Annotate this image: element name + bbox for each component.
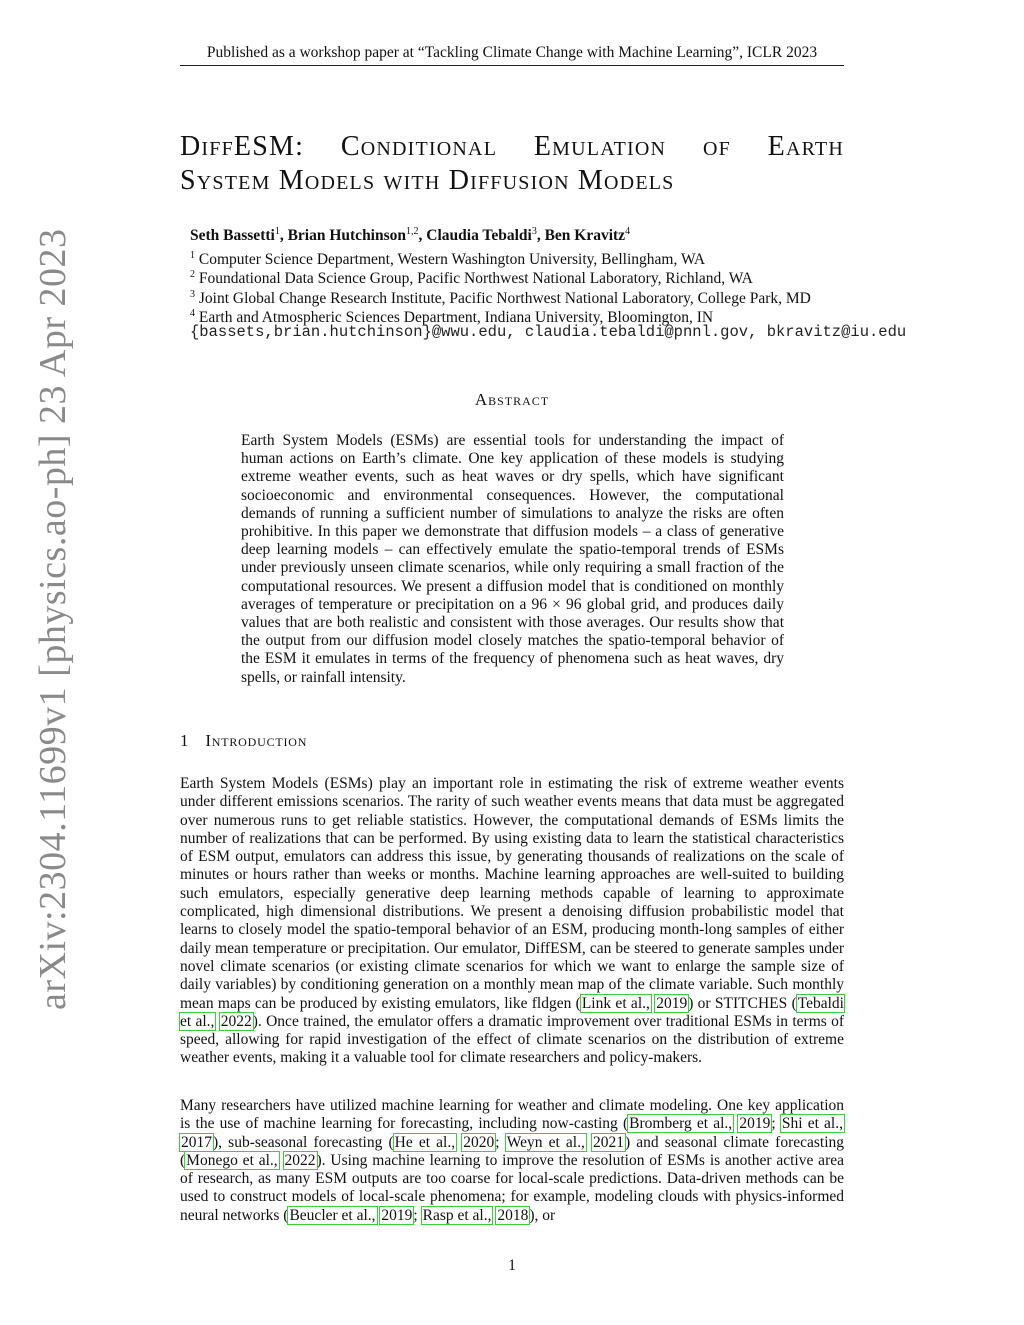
author-name: Brian Hutchinson: [287, 227, 407, 245]
paragraph-text: ), or: [529, 1206, 556, 1224]
author-affil-marker: 1,2: [406, 226, 419, 237]
citation-link[interactable]: 2022: [220, 1012, 252, 1030]
affiliation-text: Earth and Atmospheric Sciences Department, Indiana University, Bloomington, IN: [198, 309, 714, 327]
author-separator: ,: [279, 227, 288, 245]
citation-link[interactable]: He et al.,: [394, 1133, 456, 1151]
intro-paragraph-1: [180, 775, 844, 1068]
section-heading: [180, 731, 307, 751]
citation-link[interactable]: Link et al.,: [581, 994, 650, 1012]
title-line-1: [180, 130, 844, 164]
abstract-heading: Abstract: [474, 390, 550, 409]
author-emails: {bassets,brian.hutchinson}@wwu.edu, claudia.tebaldi@pnnl.gov, bkravitz@iu.edu: [190, 323, 907, 341]
citation-link[interactable]: 2019: [739, 1115, 771, 1133]
affiliation-number: 4: [190, 308, 195, 319]
citation-link[interactable]: 2021: [592, 1133, 624, 1151]
citation-link[interactable]: Monego et al.,: [186, 1151, 278, 1169]
author-name: Seth Bassetti: [190, 227, 275, 245]
paragraph-text: Many researchers have utilized machine learning for weather and climate modeling. One key application is the use of machine learning for forecasting, including now-casting (: [180, 1097, 844, 1133]
author-name: Ben Kravitz: [544, 227, 626, 245]
title-word: Earth: [767, 131, 844, 162]
title-word: Emulation: [533, 131, 667, 162]
citation-link[interactable]: Tebaldi et al.,: [180, 994, 844, 1030]
author-name: Claudia Tebaldi: [426, 227, 532, 245]
citation-link[interactable]: Bromberg et al.,: [629, 1115, 733, 1133]
affiliation-text: Foundational Data Science Group, Pacific Northwest National Laboratory, Richland, WA: [198, 270, 753, 288]
title-word: of: [702, 131, 731, 162]
citation-link[interactable]: 2019: [656, 994, 688, 1012]
affiliation-text: Joint Global Change Research Institute, Pacific Northwest National Laboratory, College Park, MD: [198, 290, 811, 308]
citation-link[interactable]: Shi et al.,: [781, 1115, 843, 1133]
arxiv-stamp: arXiv:2304.11699v1 [physics.ao-ph] 23 Apr 2023: [32, 228, 74, 1010]
citation-link[interactable]: 2022: [284, 1151, 316, 1169]
citation-link[interactable]: 2019: [381, 1206, 413, 1224]
citation-link[interactable]: 2018: [497, 1206, 529, 1224]
title-line-2: System Models with Diffusion Models: [180, 165, 675, 196]
citation-link[interactable]: Weyn et al.,: [506, 1133, 585, 1151]
paragraph-text: ). Using machine learning to improve the resolution of ESMs is another active area of research, as many ESM outputs are too coarse for local-scale predictions. Data-driven methods can be used to construct models of local-scale phenomena; for example, modeling clouds with physics-informed neural networks (: [180, 1151, 844, 1224]
page-number: 1: [508, 1257, 516, 1274]
affiliation-number: 2: [190, 269, 195, 280]
paragraph-text: ), sub-seasonal forecasting (: [213, 1133, 394, 1151]
section-title: Introduction: [205, 731, 308, 750]
author-list: [190, 226, 630, 245]
paper-title: [180, 130, 844, 198]
running-header: Published as a workshop paper at “Tackling Climate Change with Machine Learning”, ICLR 2023: [180, 42, 844, 66]
author-separator: ,: [418, 227, 427, 245]
paragraph-text: ) or STITCHES (: [688, 994, 797, 1012]
citation-link[interactable]: 2017: [181, 1133, 212, 1151]
affiliation-number: 1: [190, 250, 195, 261]
author-affil-marker: 1: [274, 226, 280, 237]
citation-link[interactable]: Rasp et al.,: [422, 1206, 492, 1224]
title-word: Conditional: [340, 131, 498, 162]
paragraph-text: Earth System Models (ESMs) play an important role in estimating the risk of extreme weather events under different emissions scenarios. The rarity of such weather events means that data must be aggregated over numerous runs to get reliable statistics. However, the computational demands of ESMs limits the number of realizations that can be performed. By using existing data to learn the statistical characteristics of ESM output, emulators can address this issue, by generating thousands of realizations on the scale of minutes or hours rather than weeks or months. Machine learning approaches are well-suited to building such emulators, especially generative deep learning methods capable of learning to approximate complicated, high dimensional distributions. We present a denoising diffusion probabilistic model that learns to closely model the spatio-temporal behavior of an ESM, producing month-long samples of either daily mean temperature or precipitation. Our emulator, DiffESM, can be steered to generate samples under novel climate scenarios (or existing climate scenarios for which we want to enlarge the sample size of daily variables) by conditioning generation on a monthly mean map of the climate variable. Such monthly mean maps can be produced by existing emulators, like fldgen (: [180, 775, 844, 1012]
abstract-body: Earth System Models (ESMs) are essential tools for understanding the impact of human actions on Earth’s climate. One key application of these models is studying extreme weather events, such as heat waves or dry spells, which have significant socioeconomic and environmental consequences. However, the computational demands of running a sufficient number of simulations to analyze the risks are often prohibitive. In this paper we demonstrate that diffusion models – a class of generative deep learning models – can effectively emulate the spatio-temporal trends of ESMs under previously unseen climate scenarios, while only requiring a small fraction of the computational resources. We present a diffusion model that is conditioned on monthly averages of temperature or precipitation on a 96 × 96 global grid, and produces daily values that are both realistic and consistent with those averages. Our results show that the output from our diffusion model closely matches the spatio-temporal behavior of the ESM it emulates in terms of the frequency of phenomena such as heat waves, dry spells, or rainfall intensity.: [241, 432, 784, 686]
affiliation-text: Computer Science Department, Western Washington University, Bellingham, WA: [198, 251, 706, 269]
citation-link[interactable]: Beucler et al.,: [289, 1206, 376, 1224]
author-affil-marker: 3: [531, 226, 537, 237]
title-word: DiffESM:: [180, 131, 305, 162]
paragraph-text: ). Once trained, the emulator offers a dramatic improvement over traditional ESMs in terms of speed, allowing for rapid investigation of the effect of climate scenarios on the distribution of extreme weather events, making it a valuable tool for climate researchers and policy-makers.: [180, 1012, 845, 1067]
citation-link[interactable]: 2020: [463, 1133, 495, 1151]
author-affil-marker: 4: [625, 226, 631, 237]
paragraph-text: ) and seasonal climate forecasting (: [180, 1133, 845, 1169]
section-number: 1: [180, 731, 190, 750]
author-separator: ,: [536, 227, 545, 245]
intro-paragraph-2: Many researchers have utilized machine learning for weather and climate modeling. One key application is the use of machine learning for forecasting, including now-casting (Bromberg et al., 2019; Shi et al., 2017), sub-seasonal forecasting (He et al., 2020; Weyn et al., 2021) and seasonal climate forecasting (Monego et al., 2022). Using machine learning to improve the resolution of ESMs is another active area of research, as many ESM outputs are too coarse for local-scale predictions. Data-driven methods can be used to construct models of local-scale phenomena; for example, modeling clouds with physics-informed neural networks (Beucler et al., 2019; Rasp et al., 2018), or: [180, 1097, 845, 1224]
affiliation-number: 3: [190, 289, 195, 300]
